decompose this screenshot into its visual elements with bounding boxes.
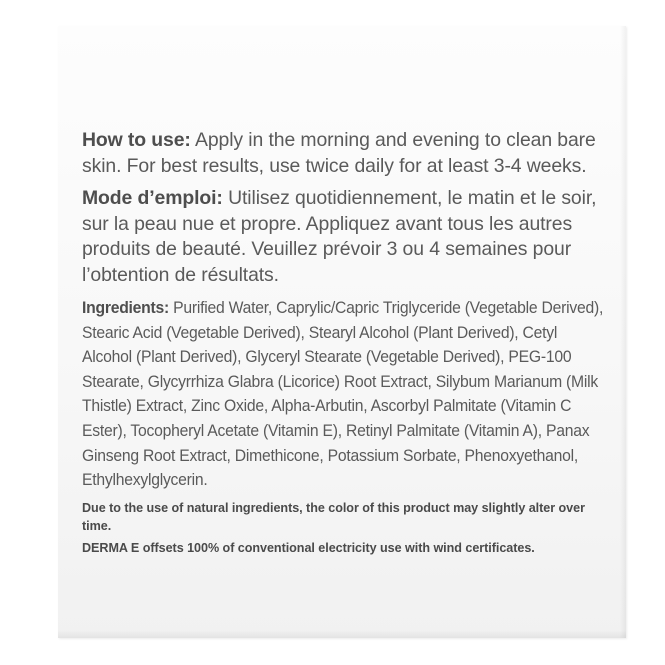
mode-emploi-text: Utilisez quotidiennement, le matin et le soir, sur la peau nue et propre. Appliquez avant tous les autres produits de beauté. Veuillez prévoir 3 ou 4 semaines pour l’obtention de résultats. — [82, 187, 597, 286]
mode-emploi-label: Mode d’emploi: — [82, 187, 223, 209]
how-to-use-text: Apply in the morning and evening to clean bare skin. For best results, use twice daily for at least 3-4 weeks. — [82, 129, 596, 177]
ingredients-list: Purified Water, Caprylic/Capric Triglyceride (Vegetable Derived), Stearic Acid (Vegetable Derived), Stearyl Alcohol (Plant Derived), Cetyl Alcohol (Plant Derived), Glyceryl Stearate (Vegetable Derived), PEG-100 Stearate, Glycyrrhiza Glabra (Licorice) Root Extract, Silybum Marianum (Milk Thistle) Extract, Zinc Oxide, Alpha-Arbutin, Ascorbyl Palmitate (Vitamin C Ester), Tocopheryl Acetate (Vitamin E), Retinyl Palmitate (Vitamin A), Panax Ginseng Root Extract, Dimethicone, Potassium Sorbate, Phenoxyethanol, Ethylhexylglycerin. — [82, 299, 604, 490]
box-edge-shadow-bottom — [58, 630, 626, 638]
ingredients-label: Ingredients: — [82, 299, 170, 317]
label-text-content — [82, 128, 602, 558]
how-to-use-section — [82, 128, 602, 179]
mode-emploi-section — [82, 186, 602, 288]
how-to-use-label: How to use: — [82, 129, 191, 151]
disclaimer-notes — [82, 499, 602, 558]
wind-certificates-note: DERMA E offsets 100% of conventional electricity use with wind certificates. — [82, 540, 535, 555]
natural-color-note: Due to the use of natural ingredients, the color of this product may slightly alter over time. — [82, 500, 585, 534]
ingredients-section — [82, 296, 603, 493]
box-edge-shadow-right — [620, 26, 626, 638]
